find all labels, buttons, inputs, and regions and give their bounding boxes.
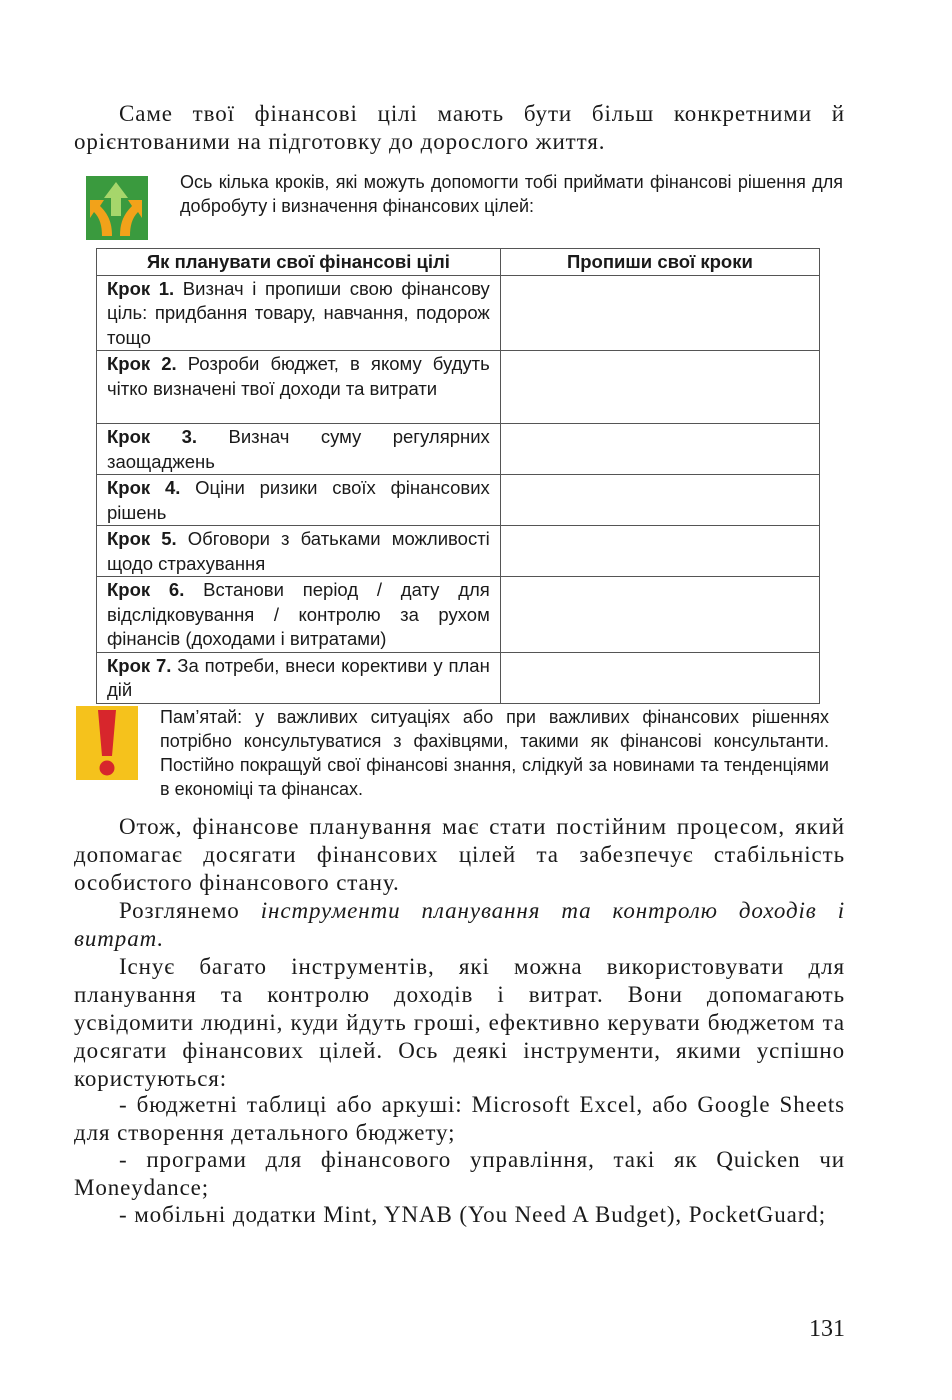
paragraph-text: Отож, фінансове планування має стати постійним процесом, який допомагає досягати фінансових цілей та забезпечує стабільність особистого фінансового стану.: [74, 814, 845, 895]
paragraph-emphasis: інструменти планування та контролю доходів і витрат.: [74, 898, 845, 951]
step-label: Крок 6.: [107, 579, 185, 600]
list-item-text: - програми для фінансового управління, такі як Quicken чи Moneydance;: [74, 1147, 845, 1200]
table-row: [97, 275, 820, 351]
table-row: [97, 577, 820, 653]
step-label: Крок 5.: [107, 528, 177, 549]
table-row: [97, 475, 820, 526]
step-text: Оціни ризики своїх фінансових рішень: [107, 477, 490, 523]
page-number: 131: [809, 1316, 845, 1342]
step-label: Крок 1.: [107, 277, 175, 299]
paragraph-text: Існує багато інструментів, які можна використовувати для планування та контролю доходів і витрат. Вони допомагають усвідомити людині, куди йдуть гроші, ефективно керувати бюджетом та досягати фінансових цілей. Ось деякі інструменти, якими успішно користуються:: [74, 954, 845, 1091]
paragraph-tools: [74, 953, 845, 1093]
list-item-text: - бюджетні таблиці або аркуші: Microsoft Excel, або Google Sheets для створення детального бюджету;: [74, 1092, 845, 1145]
step-cell: [97, 475, 501, 526]
step-cell: [97, 275, 501, 351]
table-header-row: [97, 249, 820, 276]
list-item: [74, 1091, 845, 1147]
remember-note: Пам’ятай: у важливих ситуаціях або при важливих фінансових рішеннях потрібно консультуватися з фахівцями, такими як фінансові консультанти. Постійно покращуй свої фінансові знання, слідкуй за новинами та тенденціями в економіці та фінансах.: [160, 707, 829, 799]
step-answer-cell[interactable]: [500, 526, 819, 577]
paragraph-tools-intro: [74, 897, 845, 953]
steps-table: [96, 248, 820, 704]
step-text: Встанови період / дату для відслідковування / контролю за рухом фінансів (доходами і витратами): [107, 579, 490, 649]
step-cell: [97, 351, 501, 424]
steps-note: Ось кілька кроків, які можуть допомогти тобі приймати фінансові рішення для добробуту і визначення фінансових цілей:: [180, 172, 843, 216]
exclamation-icon: [76, 706, 138, 780]
intro-paragraph: [74, 100, 845, 156]
step-text: Визнач суму регулярних заощаджень: [107, 426, 490, 472]
step-text: За потреби, внеси корективи у план дій: [107, 654, 490, 700]
step-cell: [97, 424, 501, 475]
list-item: [74, 1146, 845, 1202]
step-answer-cell[interactable]: [500, 475, 819, 526]
step-label: Крок 4.: [107, 477, 181, 498]
list-item-text: - мобільні додатки Mint, YNAB (You Need A Budget), PocketGuard;: [119, 1202, 826, 1227]
table-row: [97, 424, 820, 475]
header-write-steps: Пропиши свої кроки: [500, 249, 819, 276]
arrows-directions-icon: [80, 170, 152, 244]
list-item: [74, 1201, 845, 1229]
step-text: Визнач і пропиши свою фінансову ціль: придбання товару, навчання, подорож тощо: [107, 277, 490, 348]
step-answer-cell[interactable]: [500, 577, 819, 653]
step-answer-cell[interactable]: [500, 351, 819, 424]
table-row: [97, 351, 820, 424]
step-cell: [97, 577, 501, 653]
step-label: Крок 2.: [107, 353, 177, 374]
step-text: Розроби бюджет, в якому будуть чітко визначені твої доходи та витрати: [107, 353, 490, 399]
paragraph-text: Розглянемо: [119, 898, 261, 923]
table-row: [97, 526, 820, 577]
step-answer-cell[interactable]: [500, 652, 819, 703]
step-cell: [97, 652, 501, 703]
paragraph-planning: [74, 813, 845, 897]
intro-text: Саме твої фінансові цілі мають бути більш конкретними й орієнтованими на підготовку до дорослого життя.: [74, 101, 845, 154]
step-text: Обговори з батьками можливості щодо страхування: [107, 528, 490, 574]
step-cell: [97, 526, 501, 577]
header-plan-goals: Як планувати свої фінансові цілі: [97, 249, 501, 276]
step-answer-cell[interactable]: [500, 424, 819, 475]
step-answer-cell[interactable]: [500, 275, 819, 351]
table-row: [97, 652, 820, 703]
step-label: Крок 3.: [107, 426, 198, 447]
step-label: Крок 7.: [107, 654, 172, 676]
